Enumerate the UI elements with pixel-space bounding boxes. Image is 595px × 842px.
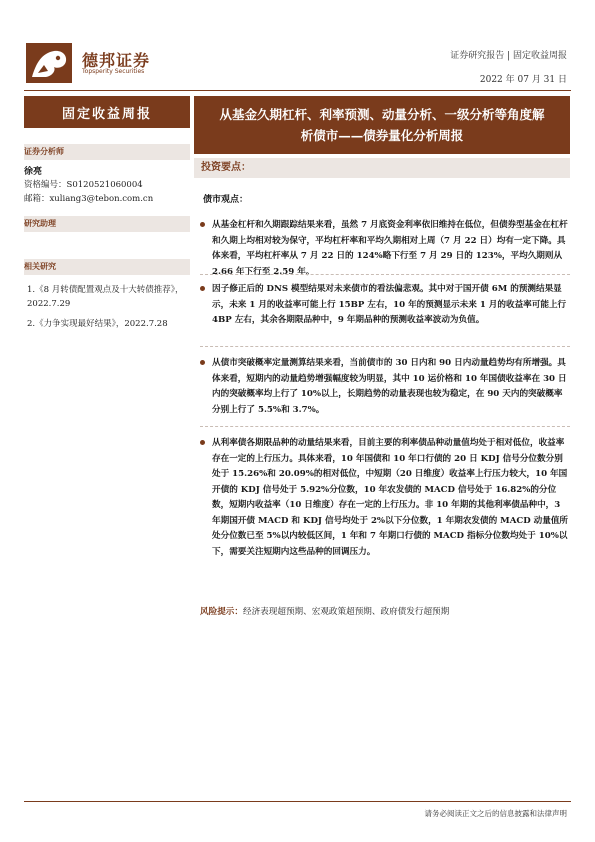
- footer-divider: [24, 801, 571, 802]
- bullet-icon: [200, 222, 205, 227]
- related-research-heading: 相关研究: [24, 259, 190, 275]
- bullet-divider: [200, 274, 570, 275]
- bullet-divider: [200, 426, 570, 427]
- bullet-icon: [200, 360, 205, 365]
- footer-disclaimer: 请务必阅读正文之后的信息披露和法律声明: [424, 809, 567, 818]
- assistant-section-heading: 研究助理: [24, 216, 190, 232]
- cert-number: S0120521060004: [66, 180, 143, 190]
- analyst-section-heading: 证券分析师: [24, 144, 190, 160]
- bullet-icon: [200, 440, 205, 445]
- analyst-name: 徐亮: [24, 167, 43, 177]
- risk-label: 风险提示：: [200, 607, 243, 617]
- cert-label: 资格编号：: [24, 180, 67, 190]
- brand-name: 德邦证券: [82, 51, 151, 70]
- view-bullet: [200, 218, 570, 280]
- view-bullet: [200, 436, 570, 560]
- analyst-email: [24, 192, 153, 204]
- view-bullet-text: 从基金杠杆和久期跟踪结果来看，虽然 7 月底资金利率依旧维持在低位，但债券型基金在杠杆和久期上均相对较为保守，平均杠杆率和平均久期相对上周（7 月 22 日）均有一定下降。具体来看，平均杠杆率从 7 月 22 日的 124%略下行至 7 月 29 日的 123%，平均久期则从 2.66 年下行至 2.59 年。: [212, 220, 568, 277]
- view-bullet-text: 从债市突破概率定量测算结果来看，当前债市的 30 日内和 90 日内动量趋势均有所增强。具体来看，短期内的动量趋势增强幅度较为明显，其中 10 运价格和 10 年国债收益率在 30 日内的突破概率均上行了 10%以上，长期趋势的动量表现也较为稳定，在 90 天内的突破概率分别上行了 5.5%和 3.7%。: [212, 358, 567, 415]
- report-category: 固定收益周报: [24, 96, 190, 128]
- email-label: 邮箱：: [24, 194, 50, 204]
- report-title-line: 从基金久期杠杆、利率预测、动量分析、一级分析等角度解: [219, 107, 545, 122]
- report-title: [194, 96, 570, 154]
- report-title-line: 析债市——债券量化分析周报: [300, 128, 464, 143]
- document-type: 证券研究报告 | 固定收益周报: [450, 51, 567, 61]
- brand-english-name: Topsperity Securities: [82, 68, 145, 75]
- view-bullet-text: 因子修正后的 DNS 模型结果对未来债市的看法偏悲观。其中对于国开债 6M 的预测结果显示，未来 1 月的收益率可能上行 15BP 左右，10 年的预测显示未来 1 月的收益率可能上行 4BP 左右，其余各期限品种中，9 年期品种的预测收益率波动为负值。: [212, 284, 567, 325]
- key-points-heading: 投资要点：: [194, 158, 570, 178]
- header-divider: [24, 90, 571, 91]
- bond-market-view-heading: 债市观点：: [203, 195, 249, 205]
- risk-text: 经济表现超预期、宏观政策超预期、政府债发行超预期: [242, 607, 450, 617]
- company-logo-icon: [26, 43, 72, 83]
- view-bullet-text: 从利率债各期限品种的动量结果来看，目前主要的利率债品种动量值均处于相对低位，收益率存在一定的上行压力。具体来看，10 年国债和 10 年口行债的 20 日 KDJ 信号分位数分别处于 15.26%和 20.09%的相对低位，中短期（20 日维度）收益率上行压力较大，10 年国开债的 KDJ 信号处于 5.92%分位数，10 年农发债的 MACD 信号处于 16.82%的分位数，短期内收益率（10 日维度）存在一定的上行压力。非 10 年期的其他利率债品种中，3 年期国开债 MACD 和 KDJ 信号均处于 2%以下分位数，1 年期农发债的 MACD 动量值所处分位数已至 5%以内较低区间，1 年和 7 年期口行债的 MACD 指标分位数均处于 10%以下，需要关注短期内这些品种的回调压力。: [212, 438, 569, 557]
- analyst-cert: [24, 178, 143, 190]
- bullet-icon: [200, 286, 205, 291]
- bullet-divider: [200, 346, 570, 347]
- report-date: 2022 年 07 月 31 日: [479, 75, 567, 85]
- risk-warning: [200, 605, 449, 617]
- related-research-item[interactable]: 2.《力争实现最好结果》，2022.7.28: [27, 319, 168, 329]
- view-bullet: [200, 356, 570, 418]
- related-research-item[interactable]: 1.《8 月转债配置观点及十大转债推荐》，2022.7.29: [27, 285, 184, 309]
- view-bullet: [200, 282, 570, 329]
- email-address[interactable]: xuliang3@tebon.com.cn: [49, 194, 154, 204]
